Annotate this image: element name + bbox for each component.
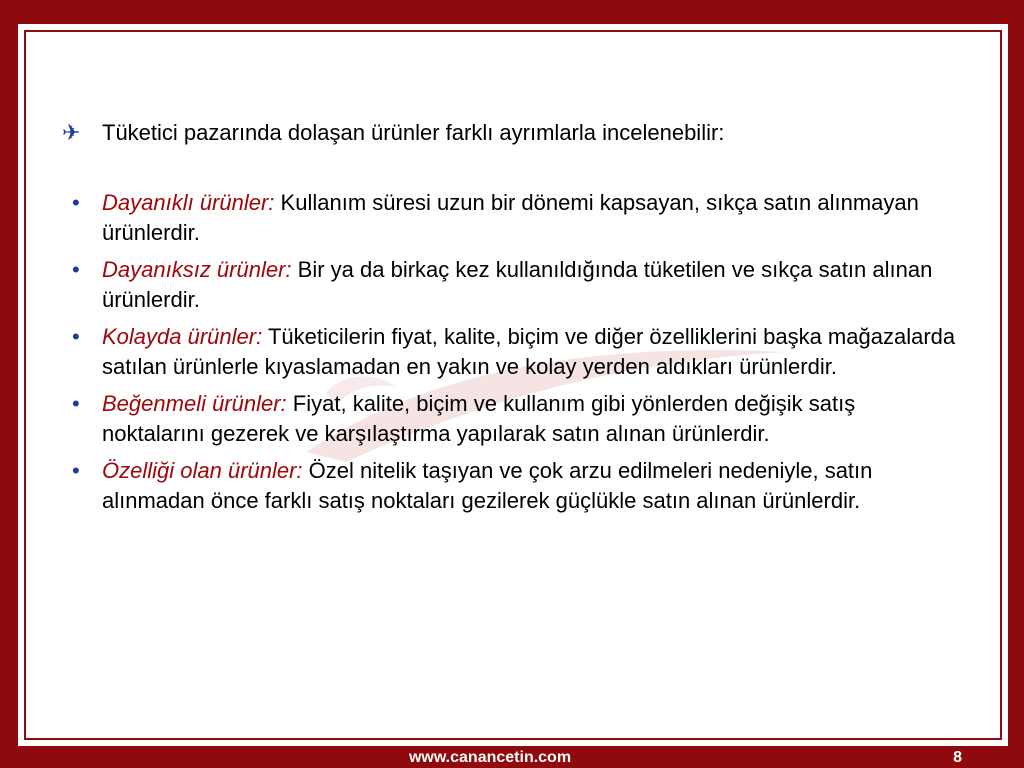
- term-description: Tüketicilerin fiyat, kalite, biçim ve diğer özelliklerini başka mağazalarda satılan ürünlerle kıyaslamadan en yakın ve kolay yerden aldıkları ürünlerdir.: [102, 324, 956, 379]
- list-item-text: [102, 322, 962, 382]
- bullet-dot: •: [72, 391, 80, 416]
- bullet-dot: •: [72, 257, 80, 282]
- term-description: Bir ya da birkaç kez kullanıldığında tüketilen ve sıkça satın alınan ürünlerdir.: [102, 257, 933, 312]
- product-type-list: [62, 188, 962, 516]
- footer-url: www.canancetin.com: [408, 749, 572, 766]
- slide-content: [62, 118, 962, 523]
- list-item: [62, 389, 962, 449]
- intro-text: Tüketici pazarında dolaşan ürünler farklı ayrımlarla incelenebilir:: [102, 120, 725, 145]
- bullet-dot: •: [72, 190, 80, 215]
- list-item-text: [102, 389, 962, 449]
- bullet-dot: •: [72, 458, 80, 483]
- bullet-dot: •: [72, 324, 80, 349]
- page-number: 8: [953, 749, 962, 766]
- list-item: [62, 188, 962, 248]
- list-item-text: [102, 456, 962, 516]
- airplane-icon: ✈: [62, 120, 81, 145]
- term-label: Dayanıklı ürünler:: [102, 190, 275, 215]
- list-item-text: [102, 188, 962, 248]
- term-label: Dayanıksız ürünler:: [102, 257, 292, 282]
- list-item: [62, 255, 962, 315]
- term-description: Fiyat, kalite, biçim ve kullanım gibi yönlerden değişik satış noktalarını gezerek ve karşılaştırma yapılarak satın alınan ürünlerdir.: [102, 391, 856, 446]
- list-item: [62, 322, 962, 382]
- term-label: Özelliği olan ürünler:: [102, 458, 303, 483]
- list-item-text: [102, 255, 962, 315]
- term-description: Kullanım süresi uzun bir dönemi kapsayan, sıkça satın alınmayan ürünlerdir.: [102, 190, 919, 245]
- term-label: Kolayda ürünler:: [102, 324, 263, 349]
- term-description: Özel nitelik taşıyan ve çok arzu edilmeleri nedeniyle, satın alınmadan önce farklı satış noktaları gezilerek güçlükle satın alınan ürünlerdir.: [102, 458, 873, 513]
- intro-line: [62, 118, 962, 148]
- term-label: Beğenmeli ürünler:: [102, 391, 287, 416]
- list-item: [62, 456, 962, 516]
